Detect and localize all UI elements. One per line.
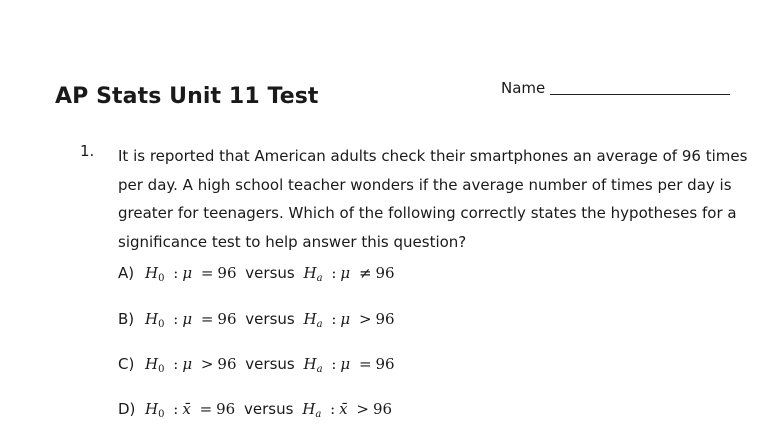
choice-hypotheses: $H_0$ : x̄ = 96 versus $H_a$ : x̄ > 96 xyxy=(145,400,393,420)
choice-c[interactable] xyxy=(118,355,395,375)
choice-letter: D) xyxy=(118,400,136,418)
question-line: significance test to help answer this question? xyxy=(118,232,467,251)
question-text xyxy=(118,142,758,256)
choice-hypotheses: $H_0$ : μ = 96 versus $H_a$ : μ ≠ 96 xyxy=(145,264,395,284)
page-title: AP Stats Unit 11 Test xyxy=(55,84,319,109)
choice-letter: A) xyxy=(118,264,135,282)
choice-hypotheses: $H_0$ : μ > 96 versus $H_a$ : μ = 96 xyxy=(145,355,395,375)
choice-d[interactable] xyxy=(118,400,392,420)
choice-letter: C) xyxy=(118,355,135,373)
question-line: It is reported that American adults check their smartphones an average of 96 times xyxy=(118,147,748,165)
name-field xyxy=(501,79,730,97)
name-blank-line[interactable] xyxy=(550,93,730,95)
name-label: Name xyxy=(501,79,546,97)
question-line: greater for teenagers. Which of the following correctly states the hypotheses for a xyxy=(118,204,737,222)
choice-letter: B) xyxy=(118,310,135,328)
choice-b[interactable] xyxy=(118,310,395,330)
question-line: per day. A high school teacher wonders if the average number of times per day is xyxy=(118,175,732,194)
question-number: 1. xyxy=(80,142,95,160)
choice-hypotheses: $H_0$ : μ = 96 versus $H_a$ : μ > 96 xyxy=(145,310,395,330)
choice-a[interactable] xyxy=(118,264,395,284)
